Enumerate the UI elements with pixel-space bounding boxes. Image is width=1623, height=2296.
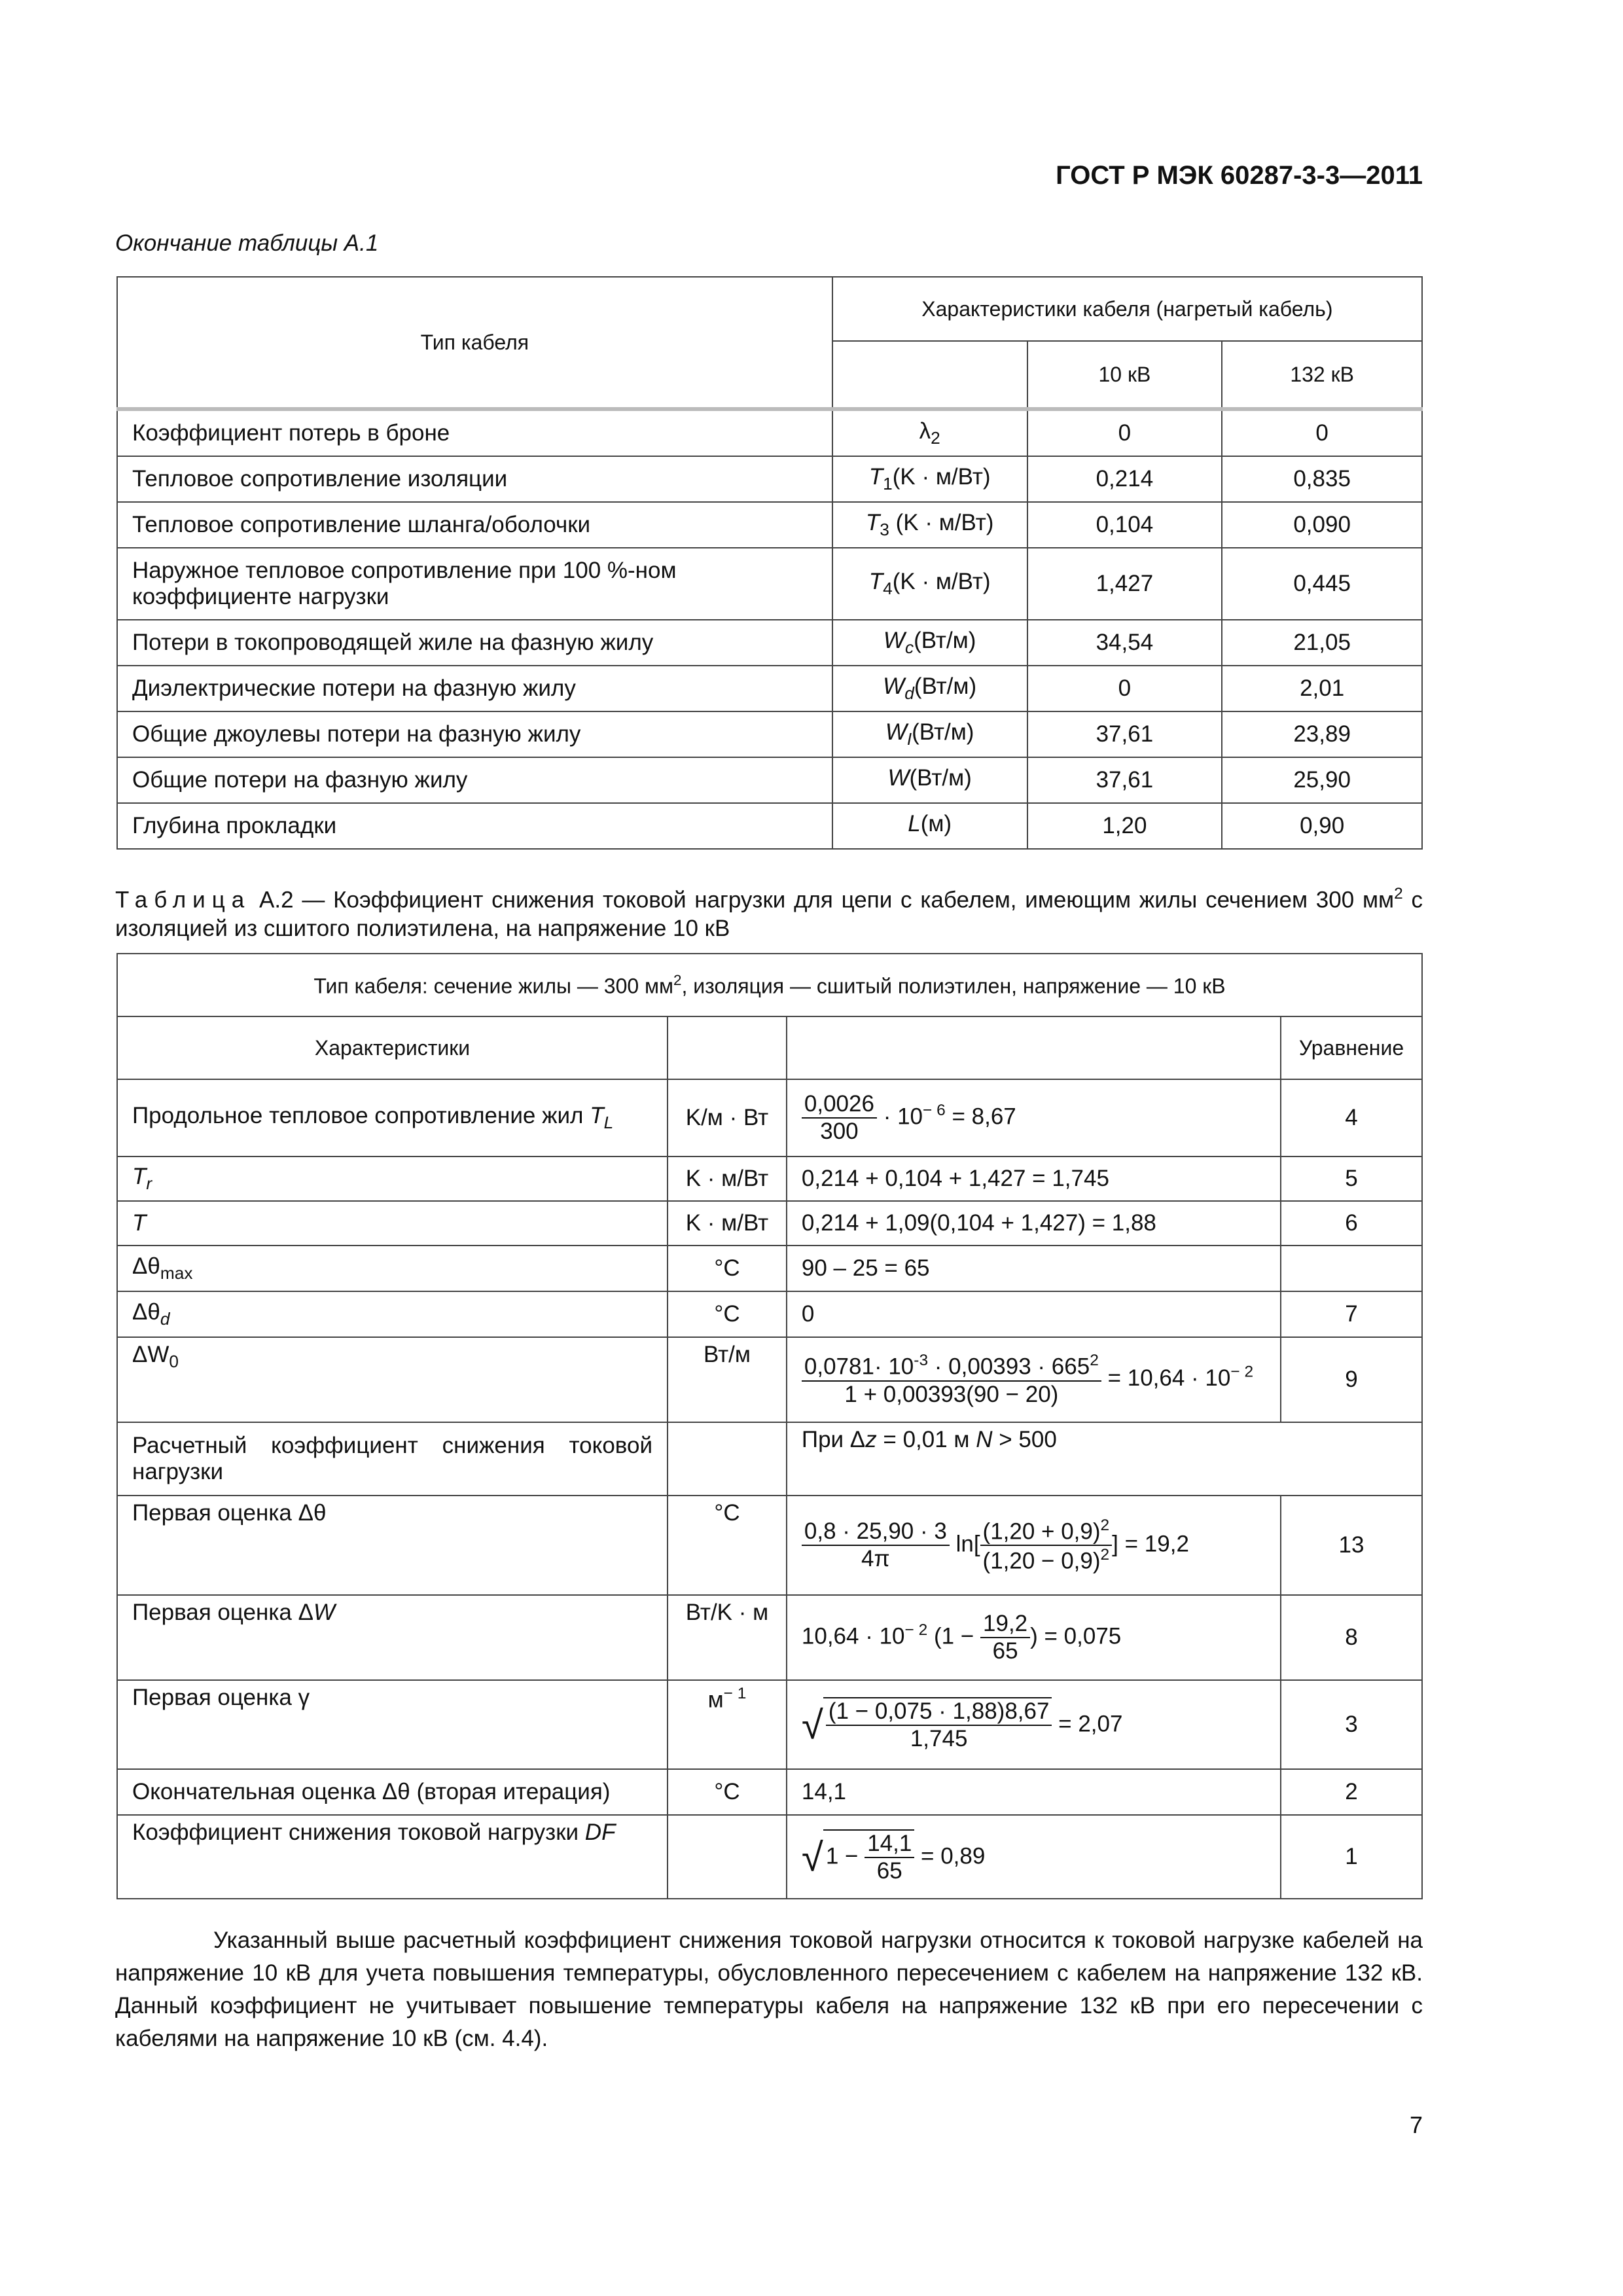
table-row: Окончательная оценка Δθ (вторая итерация) °C 14,1 2 (117, 1769, 1422, 1815)
table-row: Первая оценка γ $м^{- 1}$ √ $\frac{(1 - 0,075 \cdot 1,88)8,67}{1,745}$ = 2,07 3 (117, 1680, 1422, 1769)
caption-text: А.2 — Коэффициент снижения токовой нагрузки для цепи с кабелем, имеющим жилы сечением 300 мм (259, 887, 1395, 913)
table-row: Тепловое сопротивление шланга/оболочки $T_3$ (K · м/Вт) 0,104 0,090 (117, 502, 1422, 548)
table-row: $T_r$ K · м/Вт 0,214 + 0,104 + 1,427 = 1,745 5 (117, 1157, 1422, 1201)
col-header-characteristics: Характеристики (117, 1016, 668, 1079)
col-header-symbol (832, 341, 1027, 409)
table-row: Коэффициент потерь в броне $\lambda_2$ 0 0 (117, 409, 1422, 456)
table-a1-body (117, 409, 1422, 849)
table-row: Первая оценка ΔW Вт/K · м $10,64 \cdot 10^{- 2}$ (1 − $\frac{19,2}{65}$ ) = 0,075 8 (117, 1595, 1422, 1680)
table-row: Коэффициент снижения токовой нагрузки DF √ 1 − $\frac{14,1}{65}$ = 0,89 1 (117, 1815, 1422, 1899)
table-row: Первая оценка Δθ °C $\frac{0,8 \cdot 25,90 \cdot 3}{4\pi}$ ln[ $\frac{(1,20 + 0,9)^2}{(1,20 - 0,9)^2}$ ] = 19,2 13 (117, 1496, 1422, 1595)
caption-label: Таблица (115, 887, 251, 913)
col-header-equation: Уравнение (1281, 1016, 1422, 1079)
table-row: Расчетный коэффициент снижения токовой нагрузки При Δz = 0,01 м N > 500 (117, 1422, 1422, 1496)
table-row: $\Delta\theta_{max}$ °C 90 – 25 = 65 (117, 1246, 1422, 1291)
col-header-132kv: 132 кВ (1222, 341, 1422, 409)
table-row: $\Delta W_0$ Вт/м $\frac{0,0781\cdot 10^{-3} \cdot 0,00393 \cdot 665^2}{1 + 0,00393(90 - 20)}$ = $10,64 \cdot 10^{- 2}$ 9 (117, 1337, 1422, 1422)
body-paragraph: Указанный выше расчетный коэффициент снижения токовой нагрузки относится к токовой нагрузке кабелей на напряжение 10 кВ для учета повышения температуры, обусловленного пересечением с кабелем на напряжение 132 кВ. Данный коэффициент не учитывает повышение температуры кабеля на напряжение 132 кВ при его пересечении с кабелями на напряжение 10 кВ (см. 4.4). (115, 1928, 1423, 2051)
col-header-cable-type: Тип кабеля (117, 277, 832, 409)
table-row: T K · м/Вт 0,214 + 1,09(0,104 + 1,427) = 1,88 6 (117, 1201, 1422, 1246)
table-row: Общие джоулевы потери на фазную жилу $W_I(Вт/м)$ 37,61 23,89 (117, 711, 1422, 757)
page-number: 7 (1409, 2111, 1423, 2138)
table-row: Потери в токопроводящей жиле на фазную жилу $W_c(Вт/м)$ 34,54 21,05 (117, 620, 1422, 666)
table-a2-title: Тип кабеля: сечение жилы — 300 $мм^2$, изоляция — сшитый полиэтилен, напряжение — 10 кВ (117, 954, 1422, 1016)
table-row: Диэлектрические потери на фазную жилу $W_d(Вт/м)$ 0 2,01 (117, 666, 1422, 711)
col-header-10kv: 10 кВ (1027, 341, 1222, 409)
col-header-characteristics: Характеристики кабеля (нагретый кабель) (832, 277, 1422, 341)
document-header: ГОСТ Р МЭК 60287-3-3—2011 (1056, 161, 1423, 190)
table-a1 (116, 276, 1423, 850)
table-a2 (116, 953, 1423, 1899)
table-row: Глубина прокладки L(м) 1,20 0,90 (117, 803, 1422, 849)
table-row: $\Delta\theta_d$ °C 0 7 (117, 1291, 1422, 1337)
table-row: Тепловое сопротивление изоляции $T_1(K \cdot м/Вт)$ 0,214 0,835 (117, 456, 1422, 502)
table-row: Наружное тепловое сопротивление при 100 %-ном коэффициенте нагрузки $T_4(K \cdot м/Вт)$ 1,427 0,445 (117, 548, 1422, 620)
table-row: Общие потери на фазную жилу W(Вт/м) 37,61 25,90 (117, 757, 1422, 803)
table-continuation-label: Окончание таблицы А.1 (115, 230, 379, 256)
table-row: Продольное тепловое сопротивление жил $T_L$ K/м · Вт $\frac{0,0026}{300}$ · $10^{- 6} = 8,67$ 4 (117, 1079, 1422, 1157)
table-a2-caption: Таблица А.2 — Коэффициент снижения токовой нагрузки для цепи с кабелем, имеющим жилы сечением 300 $мм^2$ с изоляцией из сшитого полиэтилена, на напряжение 10 кВ (115, 885, 1423, 942)
